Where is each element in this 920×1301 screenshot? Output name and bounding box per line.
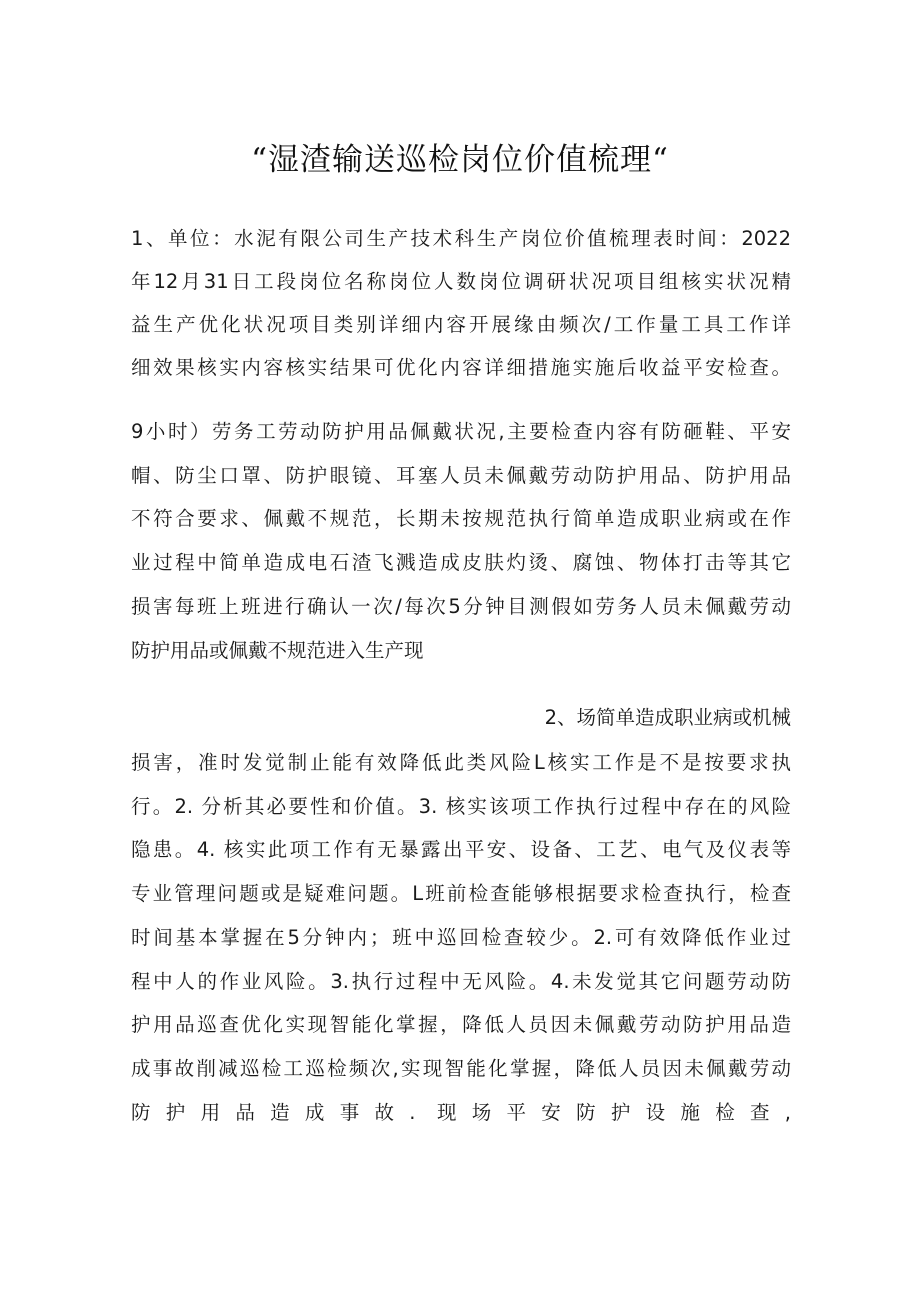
paragraph-line: 成事故削减巡检工巡检频次,实现智能化掌握，降低人员因未佩戴劳动 bbox=[131, 1057, 791, 1080]
paragraph-line: 年12月31日工段岗位名称岗位人数岗位调研状况项目组核实状况精 bbox=[131, 270, 791, 293]
paragraph-line: 损害每班上班进行确认一次/每次5分钟目测假如劳务人员未佩戴劳动 bbox=[131, 595, 791, 618]
paragraph-line: 1、单位：水泥有限公司生产技术科生产岗位价值梳理表时间：2022 bbox=[131, 227, 791, 250]
paragraph-line: 细效果核实内容核实结果可优化内容详细措施实施后收益平安检查。 bbox=[131, 356, 791, 379]
paragraph-line: 不符合要求、佩戴不规范，长期未按规范执行简单造成职业病或在作 bbox=[131, 507, 791, 530]
document-title: “湿渣输送巡检岗位价值梳理“ bbox=[251, 142, 669, 178]
paragraph-line: 程中人的作业风险。3.执行过程中无风险。4.未发觉其它问题劳动防 bbox=[131, 970, 791, 993]
paragraph-line: 防护用品或佩戴不规范进入生产现 bbox=[131, 639, 424, 662]
paragraph-line: 防护用品造成事故. 现场平安防护设施检查, bbox=[131, 1101, 791, 1124]
paragraph-line: 隐患。4. 核实此项工作有无暴露出平安、设备、工艺、电气及仪表等 bbox=[131, 838, 791, 861]
paragraph-line: 护用品巡查优化实现智能化掌握，降低人员因未佩戴劳动防护用品造 bbox=[131, 1013, 791, 1036]
paragraph-line: 时间基本掌握在5分钟内；班中巡回检查较少。2.可有效降低作业过 bbox=[131, 926, 791, 949]
section-heading-line: 2、场简单造成职业病或机械 bbox=[544, 706, 791, 729]
paragraph-line: 专业管理问题或是疑难问题。L班前检查能够根据要求检查执行，检查 bbox=[131, 882, 791, 905]
paragraph-line: 业过程中简单造成电石渣飞溅造成皮肤灼烫、腐蚀、物体打击等其它 bbox=[131, 551, 791, 574]
paragraph-line: 9小时）劳务工劳动防护用品佩戴状况,主要检查内容有防砸鞋、平安 bbox=[131, 420, 791, 443]
paragraph-line: 行。2. 分析其必要性和价值。3. 核实该项工作执行过程中存在的风险 bbox=[131, 795, 791, 818]
paragraph-line: 益生产优化状况项目类别详细内容开展缘由频次/工作量工具工作详 bbox=[131, 313, 791, 336]
paragraph-line: 帽、防尘口罩、防护眼镜、耳塞人员未佩戴劳动防护用品、防护用品 bbox=[131, 464, 791, 487]
paragraph-line: 损害，准时发觉制止能有效降低此类风险L核实工作是不是按要求执 bbox=[131, 751, 791, 774]
